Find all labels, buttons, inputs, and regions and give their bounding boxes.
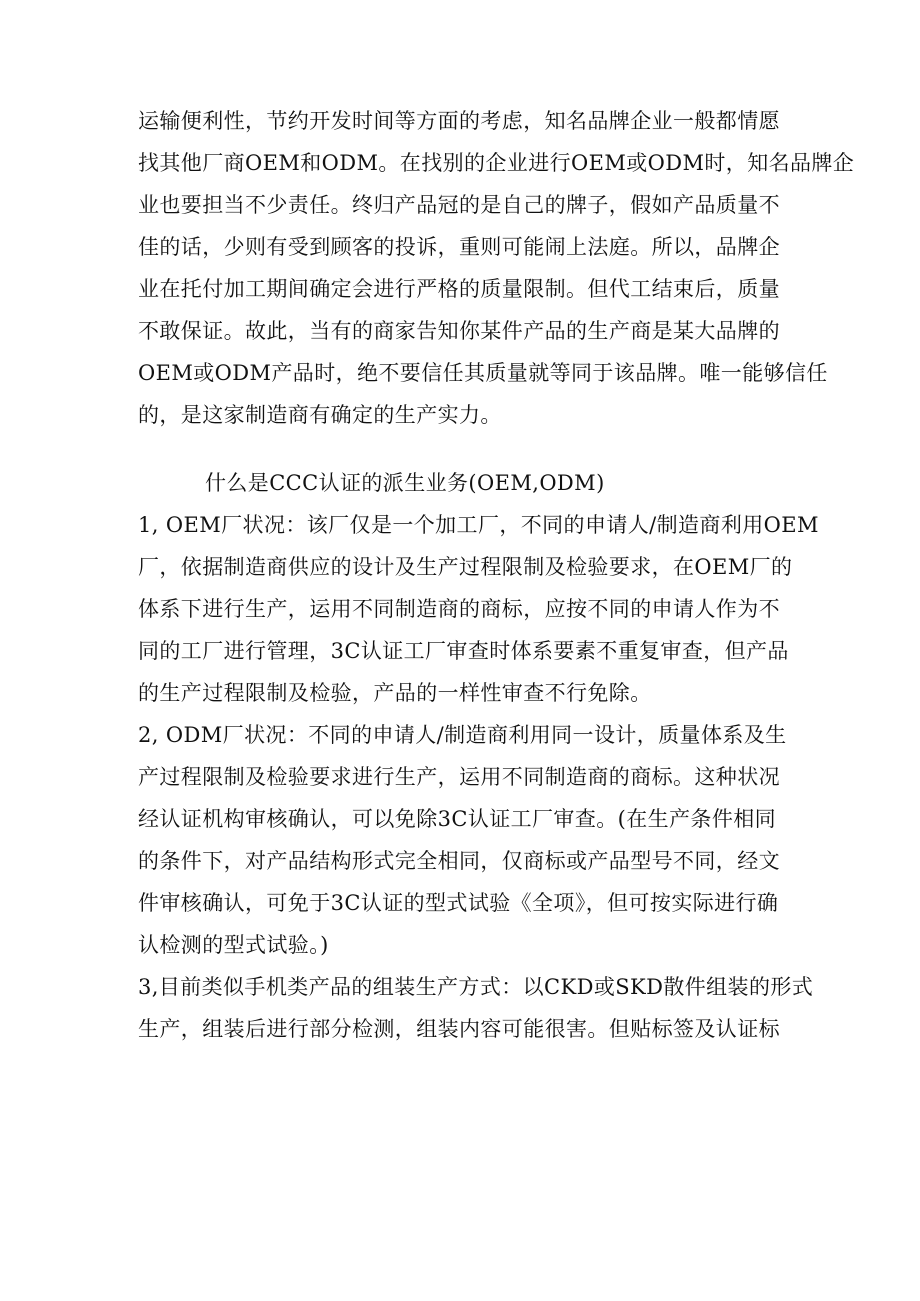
text-line: 业也要担当不少责任。终归产品冠的是自己的牌子，假如产品质量不 [138,193,780,217]
text-line: 佳的话，少则有受到顾客的投诉，重则可能闹上法庭。所以，品牌企 [138,235,780,259]
section-title: 什么是CCC认证的派生业务(OEM,ODM) [205,471,605,495]
text-line: 体系下进行生产，运用不同制造商的商标，应按不同的申请人作为不 [138,597,780,621]
text-line: 2, ODM厂状况：不同的申请人/制造商利用同一设计，质量体系及生 [138,723,787,747]
text-line: 认检测的型式试验。) [138,933,329,957]
text-line: 找其他厂商OEM和ODM。在找别的企业进行OEM或ODM时，知名品牌企 [138,151,855,175]
text-line: 同的工厂进行管理，3C认证工厂审查时体系要素不重复审查，但产品 [138,639,789,663]
text-line: 运输便利性，节约开发时间等方面的考虑，知名品牌企业一般都情愿 [138,109,780,133]
text-line: OEM或ODM产品时，绝不要信任其质量就等同于该品牌。唯一能够信任 [138,361,828,385]
list-item-odm [138,714,788,966]
text-line: 不敢保证。故此，当有的商家告知你某件产品的生产商是某大品牌的 [138,319,780,343]
text-line: 业在托付加工期间确定会进行严格的质量限制。但代工结束后，质量 [138,277,780,301]
text-line: 厂，依据制造商供应的设计及生产过程限制及检验要求，在OEM厂的 [138,555,793,579]
text-line: 的生产过程限制及检验，产品的一样性审查不行免除。 [138,681,652,705]
text-line: 件审核确认，可免于3C认证的型式试验《全项》，但可按实际进行确 [138,891,779,915]
paragraph-gap [138,436,788,462]
list-item-oem [138,504,819,714]
text-line: 的条件下，对产品结构形式完全相同，仅商标或产品型号不同，经文 [138,849,780,873]
text-line: 3,目前类似手机类产品的组装生产方式：以CKD或SKD散件组装的形式 [138,975,814,999]
text-line: 的，是这家制造商有确定的生产实力。 [138,403,502,427]
text-line: 生产，组装后进行部分检测，组装内容可能很害。但贴标签及认证标 [138,1017,780,1041]
text-line: 经认证机构审核确认，可以免除3C认证工厂审查。(在生产条件相同 [138,807,777,831]
text-line: 产过程限制及检验要求进行生产，运用不同制造商的商标。这种状况 [138,765,780,789]
paragraph-oem-odm-quality [138,100,855,436]
document-page [138,100,855,1050]
list-item-assembly [138,966,814,1050]
text-line: 1, OEM厂状况：该厂仅是一个加工厂，不同的申请人/制造商利用OEM [138,513,819,537]
